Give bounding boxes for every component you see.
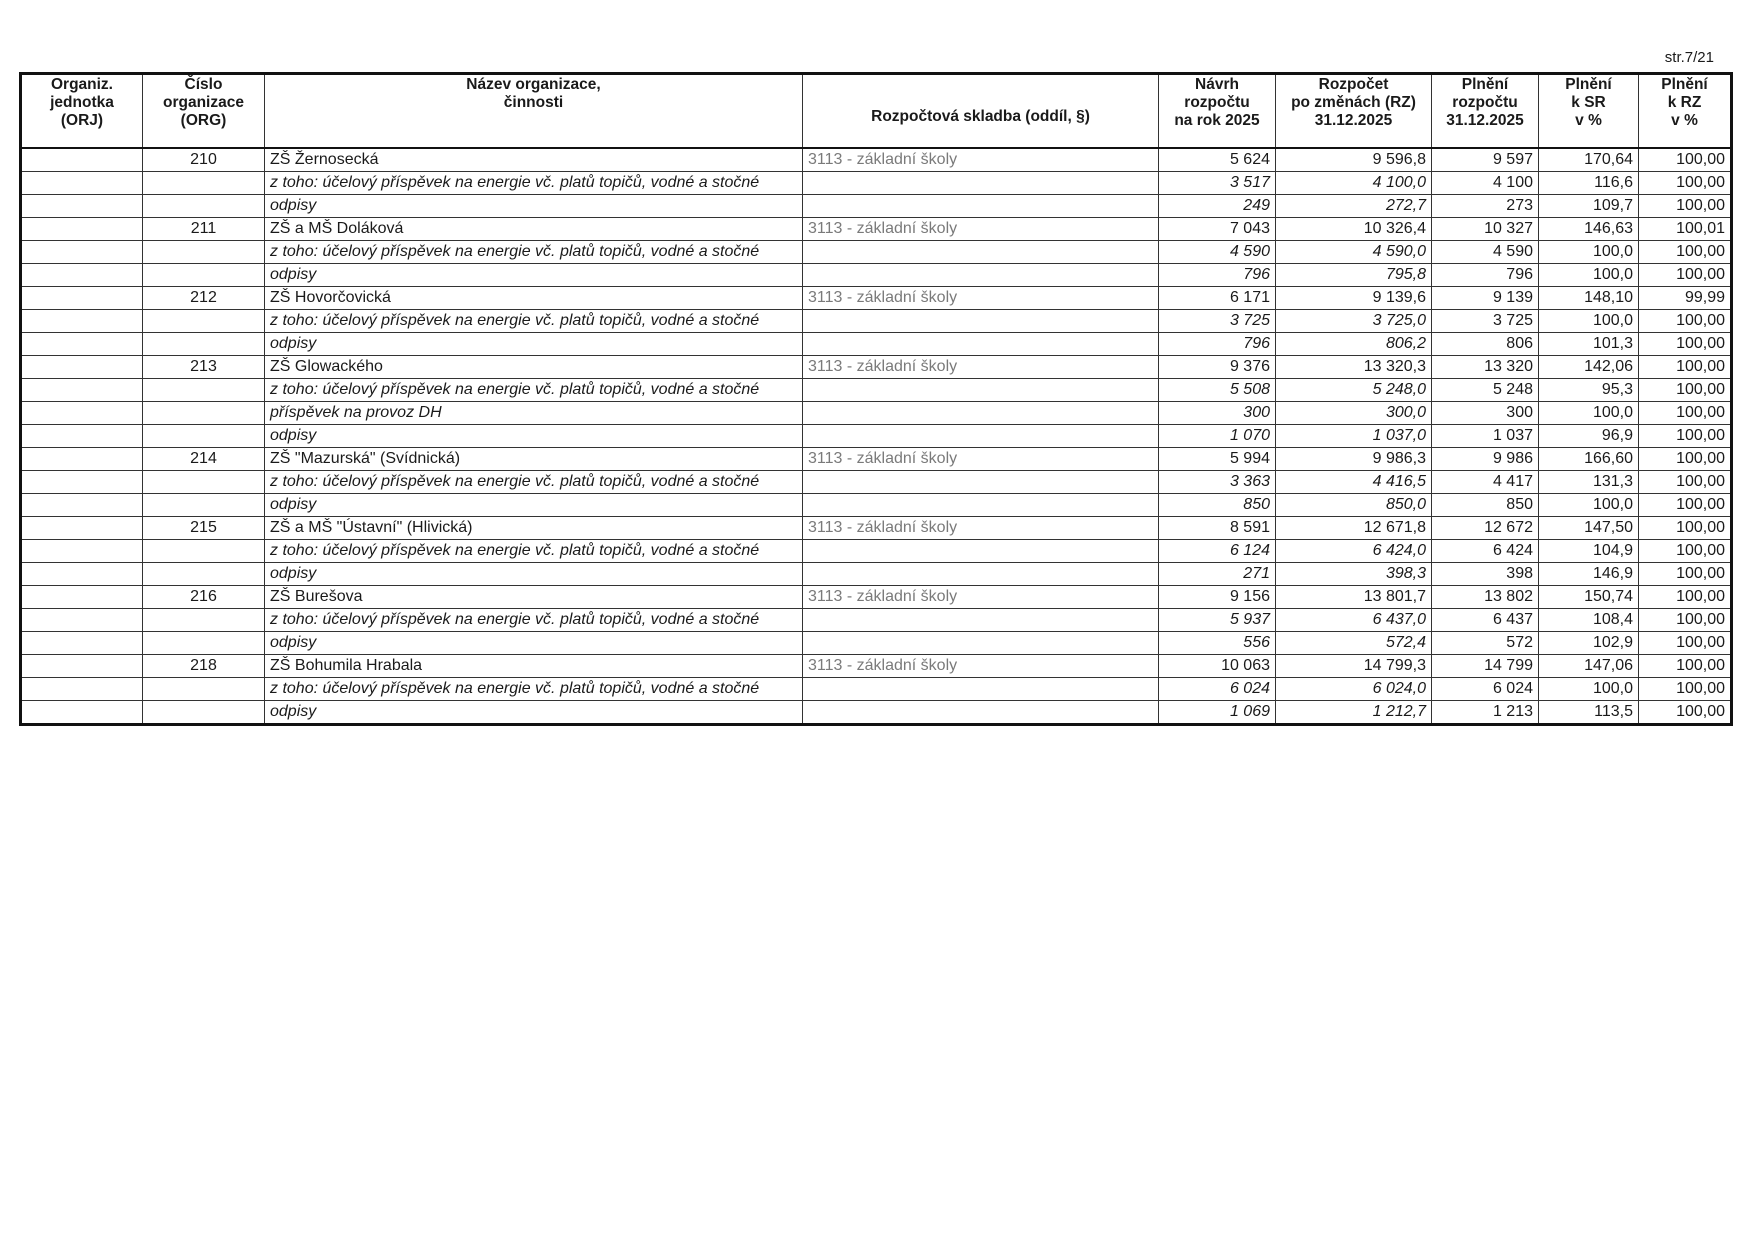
table-row	[21, 609, 1732, 632]
cell-plneni-rz: 100,00	[1639, 333, 1732, 356]
cell-org	[143, 701, 265, 725]
cell-plneni-rz: 100,00	[1639, 148, 1732, 172]
cell-orj	[21, 287, 143, 310]
cell-org	[143, 241, 265, 264]
cell-skladba: 3113 - základní školy	[803, 655, 1159, 678]
cell-name: ZŠ Hovorčovická	[265, 287, 803, 310]
cell-plneni-rz: 100,00	[1639, 517, 1732, 540]
header-plneni: Plnění rozpočtu 31.12.2025	[1432, 74, 1539, 149]
cell-navrh: 1 069	[1159, 701, 1276, 725]
cell-name: odpisy	[265, 195, 803, 218]
cell-name: ZŠ a MŠ Doláková	[265, 218, 803, 241]
header-plneni-rz: Plnění k RZ v %	[1639, 74, 1732, 149]
cell-skladba: 3113 - základní školy	[803, 148, 1159, 172]
cell-skladba: 3113 - základní školy	[803, 448, 1159, 471]
budget-table	[19, 72, 1733, 726]
cell-navrh: 6 024	[1159, 678, 1276, 701]
table-row	[21, 195, 1732, 218]
cell-skladba: 3113 - základní školy	[803, 517, 1159, 540]
cell-plneni-rz: 100,00	[1639, 195, 1732, 218]
table-row	[21, 218, 1732, 241]
cell-plneni-rz: 100,00	[1639, 471, 1732, 494]
cell-orj	[21, 448, 143, 471]
cell-skladba	[803, 264, 1159, 287]
cell-rozpocet: 13 801,7	[1276, 586, 1432, 609]
cell-skladba	[803, 241, 1159, 264]
cell-plneni: 9 986	[1432, 448, 1539, 471]
cell-plneni-rz: 100,00	[1639, 494, 1732, 517]
cell-name: odpisy	[265, 333, 803, 356]
cell-plneni-rz: 100,00	[1639, 609, 1732, 632]
cell-rozpocet: 300,0	[1276, 402, 1432, 425]
cell-org	[143, 402, 265, 425]
cell-skladba	[803, 402, 1159, 425]
cell-plneni: 850	[1432, 494, 1539, 517]
cell-navrh: 4 590	[1159, 241, 1276, 264]
table-row	[21, 148, 1732, 172]
cell-orj	[21, 148, 143, 172]
cell-org	[143, 609, 265, 632]
table-row	[21, 287, 1732, 310]
cell-rozpocet: 14 799,3	[1276, 655, 1432, 678]
cell-orj	[21, 218, 143, 241]
cell-name: z toho: účelový příspěvek na energie vč. platů topičů, vodné a stočné	[265, 540, 803, 563]
table-row	[21, 264, 1732, 287]
cell-org: 214	[143, 448, 265, 471]
cell-name: z toho: účelový příspěvek na energie vč. platů topičů, vodné a stočné	[265, 471, 803, 494]
cell-orj	[21, 333, 143, 356]
cell-name: odpisy	[265, 701, 803, 725]
header-skladba: Rozpočtová skladba (oddíl, §)	[803, 74, 1159, 149]
cell-org	[143, 172, 265, 195]
table-body	[21, 148, 1732, 725]
cell-rozpocet: 850,0	[1276, 494, 1432, 517]
cell-navrh: 7 043	[1159, 218, 1276, 241]
cell-plneni-sr: 95,3	[1539, 379, 1639, 402]
cell-orj	[21, 379, 143, 402]
cell-name: z toho: účelový příspěvek na energie vč. platů topičů, vodné a stočné	[265, 310, 803, 333]
cell-plneni-rz: 100,00	[1639, 264, 1732, 287]
cell-plneni-sr: 142,06	[1539, 356, 1639, 379]
cell-name: z toho: účelový příspěvek na energie vč. platů topičů, vodné a stočné	[265, 678, 803, 701]
header-orj: Organiz. jednotka (ORJ)	[21, 74, 143, 149]
cell-plneni-sr: 100,0	[1539, 678, 1639, 701]
cell-plneni: 9 597	[1432, 148, 1539, 172]
cell-org	[143, 563, 265, 586]
cell-plneni: 10 327	[1432, 218, 1539, 241]
cell-rozpocet: 9 986,3	[1276, 448, 1432, 471]
cell-rozpocet: 13 320,3	[1276, 356, 1432, 379]
cell-org	[143, 471, 265, 494]
cell-navrh: 1 070	[1159, 425, 1276, 448]
cell-plneni-rz: 100,00	[1639, 425, 1732, 448]
cell-skladba	[803, 310, 1159, 333]
cell-plneni-rz: 100,00	[1639, 448, 1732, 471]
cell-name: odpisy	[265, 563, 803, 586]
cell-plneni-rz: 100,00	[1639, 402, 1732, 425]
cell-rozpocet: 3 725,0	[1276, 310, 1432, 333]
cell-plneni: 398	[1432, 563, 1539, 586]
cell-orj	[21, 563, 143, 586]
cell-orj	[21, 701, 143, 725]
cell-plneni-sr: 166,60	[1539, 448, 1639, 471]
cell-navrh: 6 171	[1159, 287, 1276, 310]
cell-plneni-sr: 109,7	[1539, 195, 1639, 218]
table-row	[21, 310, 1732, 333]
cell-plneni-sr: 100,0	[1539, 241, 1639, 264]
cell-navrh: 9 156	[1159, 586, 1276, 609]
cell-org	[143, 632, 265, 655]
cell-plneni: 6 424	[1432, 540, 1539, 563]
cell-skladba: 3113 - základní školy	[803, 218, 1159, 241]
cell-plneni-sr: 100,0	[1539, 402, 1639, 425]
cell-org: 210	[143, 148, 265, 172]
table-row	[21, 241, 1732, 264]
cell-rozpocet: 1 212,7	[1276, 701, 1432, 725]
cell-navrh: 5 937	[1159, 609, 1276, 632]
cell-plneni-sr: 102,9	[1539, 632, 1639, 655]
cell-plneni-rz: 100,00	[1639, 701, 1732, 725]
cell-navrh: 5 624	[1159, 148, 1276, 172]
cell-org	[143, 310, 265, 333]
cell-org	[143, 494, 265, 517]
cell-org	[143, 540, 265, 563]
cell-name: ZŠ Bohumila Hrabala	[265, 655, 803, 678]
cell-navrh: 796	[1159, 333, 1276, 356]
cell-orj	[21, 402, 143, 425]
cell-org: 216	[143, 586, 265, 609]
table-row	[21, 425, 1732, 448]
cell-orj	[21, 172, 143, 195]
cell-plneni-sr: 96,9	[1539, 425, 1639, 448]
cell-plneni-rz: 100,00	[1639, 678, 1732, 701]
cell-skladba	[803, 471, 1159, 494]
table-row	[21, 356, 1732, 379]
cell-rozpocet: 4 100,0	[1276, 172, 1432, 195]
table-row	[21, 172, 1732, 195]
cell-plneni: 4 590	[1432, 241, 1539, 264]
cell-skladba: 3113 - základní školy	[803, 287, 1159, 310]
cell-skladba	[803, 563, 1159, 586]
cell-navrh: 796	[1159, 264, 1276, 287]
cell-org: 212	[143, 287, 265, 310]
cell-rozpocet: 272,7	[1276, 195, 1432, 218]
cell-name: z toho: účelový příspěvek na energie vč. platů topičů, vodné a stočné	[265, 241, 803, 264]
table-row	[21, 402, 1732, 425]
page-number: str.7/21	[1664, 49, 1714, 66]
cell-plneni-sr: 100,0	[1539, 264, 1639, 287]
table-row	[21, 632, 1732, 655]
cell-plneni-sr: 170,64	[1539, 148, 1639, 172]
cell-name: odpisy	[265, 632, 803, 655]
cell-navrh: 8 591	[1159, 517, 1276, 540]
cell-skladba: 3113 - základní školy	[803, 586, 1159, 609]
cell-plneni: 12 672	[1432, 517, 1539, 540]
cell-skladba	[803, 632, 1159, 655]
cell-plneni: 1 037	[1432, 425, 1539, 448]
cell-orj	[21, 195, 143, 218]
cell-skladba	[803, 425, 1159, 448]
cell-navrh: 5 994	[1159, 448, 1276, 471]
cell-rozpocet: 1 037,0	[1276, 425, 1432, 448]
cell-org	[143, 678, 265, 701]
cell-name: ZŠ Burešova	[265, 586, 803, 609]
table-row	[21, 494, 1732, 517]
cell-orj	[21, 609, 143, 632]
cell-orj	[21, 517, 143, 540]
cell-skladba: 3113 - základní školy	[803, 356, 1159, 379]
cell-rozpocet: 6 424,0	[1276, 540, 1432, 563]
cell-plneni-sr: 116,6	[1539, 172, 1639, 195]
cell-navrh: 9 376	[1159, 356, 1276, 379]
cell-plneni: 1 213	[1432, 701, 1539, 725]
cell-plneni-rz: 100,00	[1639, 586, 1732, 609]
cell-rozpocet: 6 437,0	[1276, 609, 1432, 632]
cell-navrh: 6 124	[1159, 540, 1276, 563]
cell-org: 215	[143, 517, 265, 540]
cell-navrh: 3 725	[1159, 310, 1276, 333]
cell-org	[143, 333, 265, 356]
table-row	[21, 678, 1732, 701]
cell-plneni: 273	[1432, 195, 1539, 218]
cell-plneni-rz: 100,00	[1639, 379, 1732, 402]
cell-plneni-sr: 131,3	[1539, 471, 1639, 494]
cell-name: z toho: účelový příspěvek na energie vč. platů topičů, vodné a stočné	[265, 172, 803, 195]
table-row	[21, 701, 1732, 725]
cell-org: 218	[143, 655, 265, 678]
table-row	[21, 655, 1732, 678]
cell-name: ZŠ "Mazurská" (Svídnická)	[265, 448, 803, 471]
cell-plneni: 572	[1432, 632, 1539, 655]
cell-plneni-rz: 100,00	[1639, 310, 1732, 333]
cell-orj	[21, 425, 143, 448]
cell-skladba	[803, 609, 1159, 632]
cell-skladba	[803, 195, 1159, 218]
cell-rozpocet: 9 139,6	[1276, 287, 1432, 310]
cell-plneni-rz: 100,00	[1639, 241, 1732, 264]
cell-plneni-rz: 100,00	[1639, 563, 1732, 586]
cell-plneni-sr: 148,10	[1539, 287, 1639, 310]
cell-org: 211	[143, 218, 265, 241]
cell-rozpocet: 398,3	[1276, 563, 1432, 586]
cell-skladba	[803, 379, 1159, 402]
cell-navrh: 850	[1159, 494, 1276, 517]
cell-name: odpisy	[265, 425, 803, 448]
table-row	[21, 379, 1732, 402]
cell-plneni: 13 802	[1432, 586, 1539, 609]
table-row	[21, 586, 1732, 609]
cell-plneni-sr: 101,3	[1539, 333, 1639, 356]
cell-rozpocet: 12 671,8	[1276, 517, 1432, 540]
cell-org	[143, 379, 265, 402]
cell-plneni-rz: 99,99	[1639, 287, 1732, 310]
cell-org	[143, 264, 265, 287]
cell-orj	[21, 241, 143, 264]
cell-orj	[21, 586, 143, 609]
cell-orj	[21, 632, 143, 655]
cell-skladba	[803, 540, 1159, 563]
cell-plneni: 300	[1432, 402, 1539, 425]
cell-navrh: 249	[1159, 195, 1276, 218]
cell-plneni-rz: 100,00	[1639, 655, 1732, 678]
cell-orj	[21, 655, 143, 678]
cell-plneni: 9 139	[1432, 287, 1539, 310]
cell-name: odpisy	[265, 494, 803, 517]
table-header-row	[21, 74, 1732, 149]
table-row	[21, 563, 1732, 586]
cell-plneni-sr: 108,4	[1539, 609, 1639, 632]
cell-name: odpisy	[265, 264, 803, 287]
cell-name: ZŠ Žernosecká	[265, 148, 803, 172]
table-row	[21, 448, 1732, 471]
cell-orj	[21, 540, 143, 563]
cell-plneni-rz: 100,00	[1639, 172, 1732, 195]
cell-orj	[21, 310, 143, 333]
cell-skladba	[803, 494, 1159, 517]
header-rozpocet: Rozpočet po změnách (RZ) 31.12.2025	[1276, 74, 1432, 149]
cell-skladba	[803, 701, 1159, 725]
cell-plneni-sr: 146,63	[1539, 218, 1639, 241]
cell-plneni-sr: 150,74	[1539, 586, 1639, 609]
header-plneni-sr: Plnění k SR v %	[1539, 74, 1639, 149]
cell-plneni: 14 799	[1432, 655, 1539, 678]
cell-skladba	[803, 678, 1159, 701]
cell-plneni-sr: 100,0	[1539, 310, 1639, 333]
cell-navrh: 10 063	[1159, 655, 1276, 678]
cell-orj	[21, 678, 143, 701]
cell-plneni-rz: 100,00	[1639, 356, 1732, 379]
table-row	[21, 540, 1732, 563]
cell-rozpocet: 10 326,4	[1276, 218, 1432, 241]
cell-plneni: 5 248	[1432, 379, 1539, 402]
cell-navrh: 3 363	[1159, 471, 1276, 494]
cell-orj	[21, 494, 143, 517]
cell-plneni: 796	[1432, 264, 1539, 287]
cell-plneni: 6 437	[1432, 609, 1539, 632]
header-org: Číslo organizace (ORG)	[143, 74, 265, 149]
cell-plneni-sr: 147,06	[1539, 655, 1639, 678]
cell-name: z toho: účelový příspěvek na energie vč. platů topičů, vodné a stočné	[265, 379, 803, 402]
table-row	[21, 471, 1732, 494]
cell-rozpocet: 5 248,0	[1276, 379, 1432, 402]
header-navrh: Návrh rozpočtu na rok 2025	[1159, 74, 1276, 149]
cell-rozpocet: 6 024,0	[1276, 678, 1432, 701]
table-row	[21, 333, 1732, 356]
cell-plneni: 3 725	[1432, 310, 1539, 333]
cell-navrh: 271	[1159, 563, 1276, 586]
cell-plneni-sr: 146,9	[1539, 563, 1639, 586]
cell-name: ZŠ Glowackého	[265, 356, 803, 379]
cell-name: z toho: účelový příspěvek na energie vč. platů topičů, vodné a stočné	[265, 609, 803, 632]
table-row	[21, 517, 1732, 540]
header-nazev: Název organizace, činnosti	[265, 74, 803, 149]
cell-plneni: 806	[1432, 333, 1539, 356]
cell-skladba	[803, 172, 1159, 195]
cell-plneni: 4 417	[1432, 471, 1539, 494]
cell-orj	[21, 264, 143, 287]
cell-orj	[21, 356, 143, 379]
cell-plneni-sr: 113,5	[1539, 701, 1639, 725]
cell-rozpocet: 4 416,5	[1276, 471, 1432, 494]
cell-plneni-sr: 147,50	[1539, 517, 1639, 540]
cell-org	[143, 195, 265, 218]
cell-plneni: 6 024	[1432, 678, 1539, 701]
cell-org: 213	[143, 356, 265, 379]
cell-name: ZŠ a MŠ "Ústavní" (Hlivická)	[265, 517, 803, 540]
cell-navrh: 556	[1159, 632, 1276, 655]
cell-navrh: 5 508	[1159, 379, 1276, 402]
cell-navrh: 300	[1159, 402, 1276, 425]
cell-navrh: 3 517	[1159, 172, 1276, 195]
cell-rozpocet: 4 590,0	[1276, 241, 1432, 264]
cell-org	[143, 425, 265, 448]
cell-rozpocet: 806,2	[1276, 333, 1432, 356]
cell-plneni-rz: 100,00	[1639, 540, 1732, 563]
cell-rozpocet: 9 596,8	[1276, 148, 1432, 172]
cell-plneni-sr: 100,0	[1539, 494, 1639, 517]
cell-rozpocet: 572,4	[1276, 632, 1432, 655]
cell-orj	[21, 471, 143, 494]
cell-plneni: 4 100	[1432, 172, 1539, 195]
cell-plneni: 13 320	[1432, 356, 1539, 379]
cell-rozpocet: 795,8	[1276, 264, 1432, 287]
cell-plneni-rz: 100,01	[1639, 218, 1732, 241]
cell-plneni-rz: 100,00	[1639, 632, 1732, 655]
cell-name: příspěvek na provoz DH	[265, 402, 803, 425]
cell-skladba	[803, 333, 1159, 356]
cell-plneni-sr: 104,9	[1539, 540, 1639, 563]
